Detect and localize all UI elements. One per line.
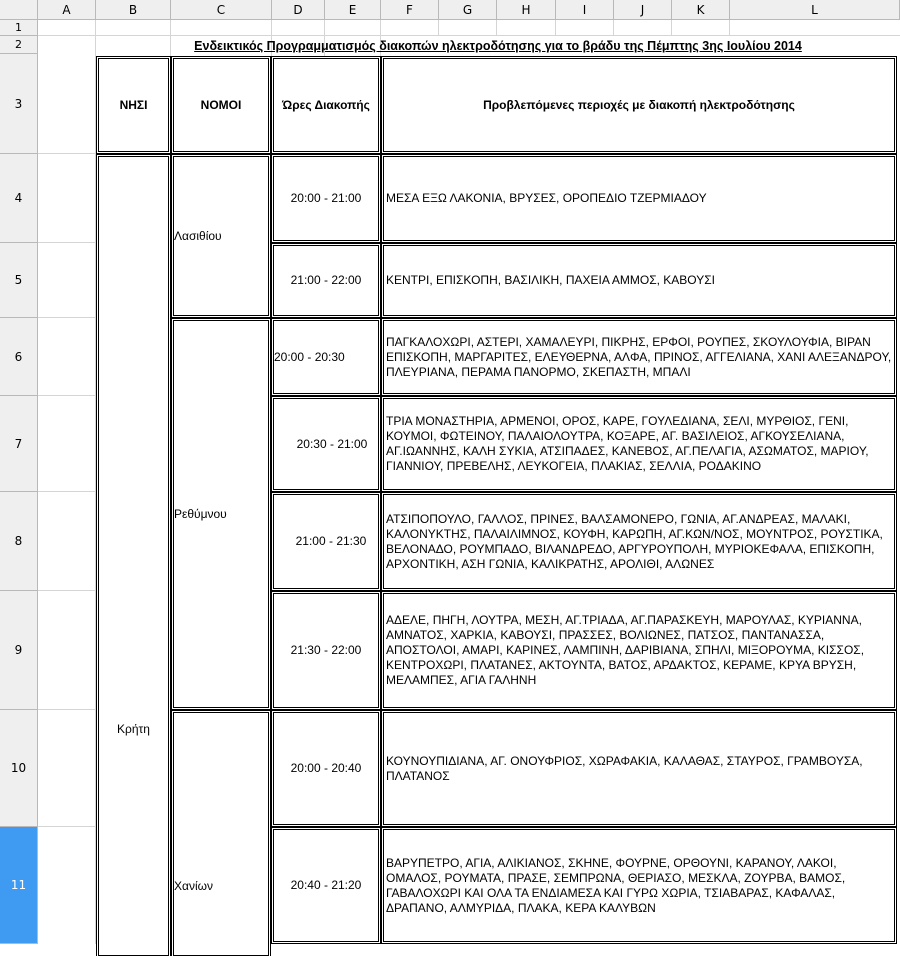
row-header-3[interactable]: 3 (0, 54, 38, 154)
select-all-corner[interactable] (0, 0, 38, 20)
island-name: Κρήτη (117, 722, 150, 736)
row-header-1[interactable]: 1 (0, 20, 38, 36)
column-header-c[interactable]: C (171, 0, 272, 20)
column-header-i[interactable]: I (556, 0, 614, 20)
column-header-h[interactable]: H (497, 0, 556, 20)
time-row-7[interactable]: 20:30 - 21:00 (273, 398, 379, 490)
header-prefecture[interactable]: ΝΟΜΟΙ (173, 58, 269, 152)
column-header-b[interactable]: B (96, 0, 171, 20)
areas-row-8[interactable]: ΑΤΣΙΠΟΠΟΥΛΟ, ΓΑΛΛΟΣ, ΠΡΙΝΕΣ, ΒΑΛΣΑΜΟΝΕΡΟ, ΓΩΝΙΑ, ΑΓ.ΑΝΔΡΕΑΣ, ΜΑΛΑΚΙ, ΚΑΛΟΝΥΚΤΗΣ, ΠΑΛΑΙΛΙΜΝΟΣ, ΚΟΥΦΗ, ΚΑΡΩΠΗ, ΑΓ.ΚΩΝ/ΝΟΣ, ΜΟΥΝΤΡΟΣ, ΡΟΥΣΤΙΚΑ, ΒΕΛΟΝΑΔΟ, ΡΟΥΜΠΑΔΟ, ΒΙΛΑΝΔΡΕΔΟ, ΑΡΓΥΡΟΥΠΟΛΗ, ΜΥΡΙΟΚΕΦΑΛΑ, ΕΠΙΣΚΟΠΗ, ΑΡΧΟΝΤΙΚΗ, ΑΣΗ ΓΩΝΙΑ, ΚΑΛΙΚΡΑΤΗΣ, ΑΡΟΛΙΘΙ, ΑΛΩΝΕΣ (383, 494, 895, 589)
header-island[interactable]: ΝΗΣΙ (98, 58, 169, 152)
time-row-6[interactable]: 20:00 - 20:30 (273, 320, 379, 394)
header-areas[interactable]: Προβλεπόμενες περιοχές με διακοπή ηλεκτροδότησης (383, 58, 895, 152)
column-header-g[interactable]: G (439, 0, 497, 20)
column-header-d[interactable]: D (272, 0, 325, 20)
time-row-5[interactable]: 21:00 - 22:00 (273, 245, 379, 316)
row-header-5[interactable]: 5 (0, 243, 38, 318)
column-header-a[interactable]: A (38, 0, 96, 20)
areas-row-6[interactable]: ΠΑΓΚΑΛΟΧΩΡΙ, ΑΣΤΕΡΙ, ΧΑΜΑΛΕΥΡΙ, ΠΙΚΡΗΣ, ΕΡΦΟΙ, ΡΟΥΠΕΣ, ΣΚΟΥΛΟΥΦΙΑ, ΒΙΡΑΝ ΕΠΙΣΚΟΠΗ, ΜΑΡΓΑΡΙΤΕΣ, ΕΛΕΥΘΕΡΝΑ, ΑΛΦΑ, ΠΡΙΝΟΣ, ΑΓΓΕΛΙΑΝΑ, ΧΑΝΙ ΑΛΕΞΑΝΔΡΟΥ, ΠΛΕΥΡΙΑΝΑ, ΠΕΡΑΜΑ ΠΑΝΟΡΜΟ, ΣΚΕΠΑΣΤΗ, ΜΠΑΛΙ (383, 320, 895, 394)
prefecture-chania: Χανίων (174, 879, 213, 893)
column-header-k[interactable]: K (672, 0, 730, 20)
row-header-8[interactable]: 8 (0, 492, 38, 591)
row-header-9[interactable]: 9 (0, 591, 38, 710)
time-row-8[interactable]: 21:00 - 21:30 (273, 494, 379, 589)
sheet-title[interactable]: Ενδεικτικός Προγραμματισμός διακοπών ηλεκτροδότησης για το βράδυ της Πέμπτης 3ης Ιουλίου 2014 (194, 39, 802, 53)
time-row-4[interactable]: 20:00 - 21:00 (273, 156, 379, 241)
areas-row-4[interactable]: ΜΕΣΑ ΕΞΩ ΛΑΚΟΝΙΑ, ΒΡΥΣΕΣ, ΟΡΟΠΕΔΙΟ ΤΖΕΡΜΙΑΔΟΥ (383, 156, 895, 241)
time-row-10[interactable]: 20:00 - 20:40 (273, 712, 379, 825)
areas-row-11[interactable]: ΒΑΡΥΠΕΤΡΟ, ΑΓΙΑ, ΑΛΙΚΙΑΝΟΣ, ΣΚΗΝΕ, ΦΟΥΡΝΕ, ΟΡΘΟΥΝΙ, ΚΑΡΑΝΟΥ, ΛΑΚΟΙ, ΟΜΑΛΟΣ, ΡΟΥΜΑΤΑ, ΠΡΑΣΕ, ΣΕΜΠΡΩΝΑ, ΘΕΡΙΑΣΟ, ΜΕΣΚΛΑ, ΖΟΥΡΒΑ, ΒΑΜΟΣ, ΓΑΒΑΛΟΧΩΡΙ ΚΑΙ ΟΛΑ ΤΑ ΕΝΔΙΑΜΕΣΑ ΚΑΙ ΓΥΡΩ ΧΩΡΙΑ, ΤΣΙΑΒΑΡΑΣ, ΚΑΦΑΛΑΣ, ΔΡΑΠΑΝΟ, ΑΛΜΥΡΙΔΑ, ΠΛΑΚΑ, ΚΕΡΑ ΚΑΛΥΒΩΝ (383, 829, 895, 942)
prefecture-lasithi: Λασιθίου (174, 229, 222, 243)
row-header-2[interactable]: 2 (0, 36, 38, 54)
row-header-4[interactable]: 4 (0, 154, 38, 243)
column-header-e[interactable]: E (325, 0, 381, 20)
column-header-j[interactable]: J (614, 0, 672, 20)
time-row-9[interactable]: 21:30 - 22:00 (273, 593, 379, 708)
areas-row-5[interactable]: ΚΕΝΤΡΙ, ΕΠΙΣΚΟΠΗ, ΒΑΣΙΛΙΚΗ, ΠΑΧΕΙΑ ΑΜΜΟΣ, ΚΑΒΟΥΣΙ (383, 245, 895, 316)
areas-row-9[interactable]: ΑΔΕΛΕ, ΠΗΓΗ, ΛΟΥΤΡΑ, ΜΕΣΗ, ΑΓ.ΤΡΙΑΔΑ, ΑΓ.ΠΑΡΑΣΚΕΥΗ, ΜΑΡΟΥΛΑΣ, ΚΥΡΙΑΝΝΑ, ΑΜΝΑΤΟΣ, ΧΑΡΚΙΑ, ΚΑΒΟΥΣΙ, ΠΡΑΣΣΕΣ, ΒΟΛΙΩΝΕΣ, ΠΑΤΣΟΣ, ΠΑΝΤΑΝΑΣΣΑ, ΑΠΟΣΤΟΛΟΙ, ΑΜΑΡΙ, ΚΑΡΙΝΕΣ, ΛΑΜΠΙΝΗ, ΔΑΡΙΒΙΑΝΑ, ΣΠΗΛΙ, ΜΙΞΟΡΟΥΜΑ, ΚΙΣΣΟΣ, ΚΕΝΤΡΟΧΩΡΙ, ΠΛΑΤΑΝΕΣ, ΑΚΤΟΥΝΤΑ, ΒΑΤΟΣ, ΑΡΔΑΚΤΟΣ, ΚΕΡΑΜΕ, ΚΡΥΑ ΒΡΥΣΗ, ΜΕΛΑΜΠΕΣ, ΑΓΙΑ ΓΑΛΗΝΗ (383, 593, 895, 708)
row-header-7[interactable]: 7 (0, 396, 38, 492)
row-header-10[interactable]: 10 (0, 710, 38, 827)
areas-row-10[interactable]: ΚΟΥΝΟΥΠΙΔΙΑΝΑ, ΑΓ. ΟΝΟΥΦΡΙΟΣ, ΧΩΡΑΦΑΚΙΑ, ΚΑΛΑΘΑΣ, ΣΤΑΥΡΟΣ, ΓΡΑΜΒΟΥΣΑ, ΠΛΑΤΑΝΟΣ (383, 712, 895, 825)
island-cell-box[interactable] (98, 156, 169, 956)
header-hours[interactable]: Ώρες Διακοπής (273, 58, 379, 152)
time-row-11[interactable]: 20:40 - 21:20 (273, 829, 379, 942)
row-header-11[interactable]: 11 (0, 827, 38, 944)
areas-row-7[interactable]: ΤΡΙΑ ΜΟΝΑΣΤΗΡΙΑ, ΑΡΜΕΝΟΙ, ΟΡΟΣ, ΚΑΡΕ, ΓΟΥΛΕΔΙΑΝΑ, ΣΕΛΙ, ΜΥΡΘΙΟΣ, ΓΕΝΙ, ΚΟΥΜΟΙ, ΦΩΤΕΙΝΟΥ, ΠΑΛΑΙΟΛΟΥΤΡΑ, ΚΟΞΑΡΕ, ΑΓ. ΒΑΣΙΛΕΙΟΣ, ΑΓΚΟΥΣΕΛΙΑΝΑ, ΑΓ.ΙΩΑΝΝΗΣ, ΚΑΛΗ ΣΥΚΙΑ, ΑΤΣΙΠΑΔΕΣ, ΚΑΝΕΒΟΣ, ΑΓ.ΠΕΛΑΓΙΑ, ΑΣΩΜΑΤΟΣ, ΜΑΡΙΟΥ, ΓΙΑΝΝΙΟΥ, ΠΡΕΒΕΛΗΣ, ΛΕΥΚΟΓΕΙΑ, ΠΛΑΚΙΑΣ, ΣΕΛΛΙΑ, ΡΟΔΑΚΙΝΟ (383, 398, 895, 490)
row-header-6[interactable]: 6 (0, 318, 38, 396)
column-header-f[interactable]: F (381, 0, 439, 20)
column-header-l[interactable]: L (730, 0, 900, 20)
prefecture-chania-box[interactable] (173, 712, 269, 956)
prefecture-rethymno: Ρεθύμνου (174, 507, 227, 521)
